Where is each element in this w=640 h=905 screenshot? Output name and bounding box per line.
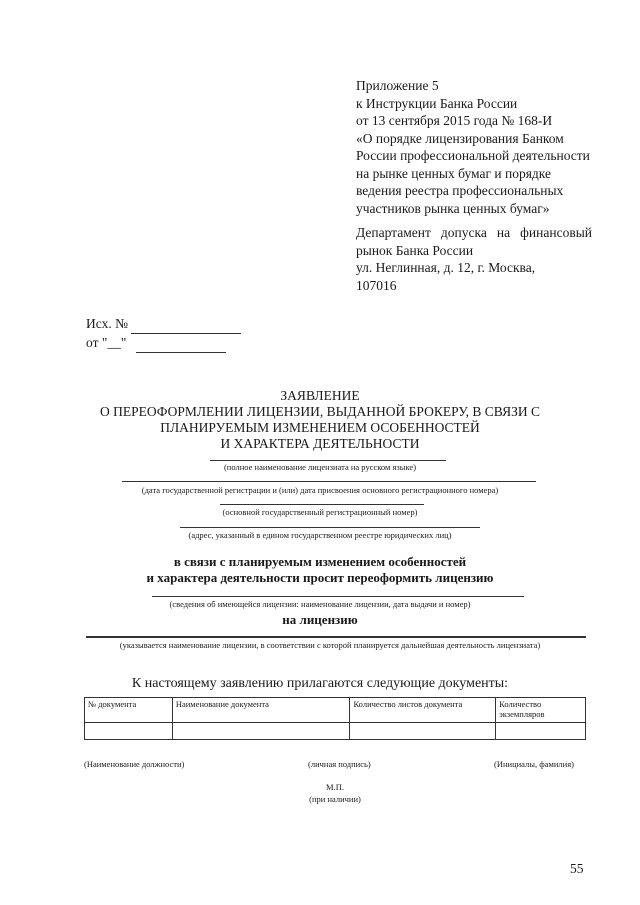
recipient-line: 107016	[356, 277, 397, 293]
registration-date-field[interactable]	[122, 481, 536, 482]
initials-caption: (Инициалы, фамилия)	[494, 759, 574, 769]
reference-date-label: от "__"	[86, 335, 127, 350]
stamp-label: М.П.	[326, 782, 344, 792]
appendix-line: Приложение 5	[356, 78, 439, 93]
table-row	[85, 723, 586, 740]
full-name-field[interactable]	[210, 460, 446, 461]
reference-number-row	[86, 315, 241, 334]
signature-caption: (личная подпись)	[308, 759, 371, 769]
appendix-line: от 13 сентября 2015 года № 168-И	[356, 113, 553, 128]
appendix-line: к Инструкции Банка России	[356, 95, 518, 111]
column-header: Количество листов документа	[350, 698, 496, 723]
full-name-caption: (полное наименование лицензиата на русском языке)	[223, 462, 417, 472]
reference-number-field[interactable]	[131, 315, 241, 334]
recipient-line: ул. Неглинная, д. 12, г. Москва,	[356, 260, 536, 275]
documents-table	[84, 697, 586, 740]
appendix-line: участников рынка ценных бумаг»	[356, 200, 550, 216]
appendix-line: «О порядке лицензирования Банком	[356, 130, 564, 146]
ogrn-field[interactable]	[220, 504, 424, 505]
appendix-line: на рынке ценных бумаг и порядке	[356, 165, 551, 181]
table-cell[interactable]	[85, 723, 173, 740]
reference-date-row	[86, 334, 241, 353]
reference-date-field[interactable]	[136, 334, 226, 353]
address-caption: (адрес, указанный в едином государственном реестре юридических лиц)	[188, 530, 452, 540]
reference-number-label: Исх. №	[86, 316, 128, 331]
position-caption: (Наименование должности)	[84, 759, 185, 769]
page-number: 55	[570, 861, 584, 876]
stamp-note: (при наличии)	[309, 794, 361, 804]
address-field[interactable]	[180, 527, 480, 528]
table-cell[interactable]	[350, 723, 496, 740]
license-info-field[interactable]	[152, 596, 524, 597]
appendix-reference	[356, 77, 596, 217]
recipient-line: Департамент допуска на финансовый	[356, 225, 592, 240]
ogrn-caption: (основной государственный регистрационный номер)	[222, 507, 418, 517]
registration-date-caption: (дата государственной регистрации и (или) дата присвоения основного регистрационного номера)	[141, 485, 499, 495]
outgoing-reference	[86, 315, 241, 353]
recipient-line: рынок Банка России	[356, 242, 474, 258]
title-heading: ЗАЯВЛЕНИЕ	[280, 388, 360, 403]
documents-heading: К настоящему заявлению прилагаются следующие документы:	[131, 676, 509, 691]
column-header: Количество экземпляров	[496, 698, 586, 723]
title-line: О ПЕРЕОФОРМЛЕНИИ ЛИЦЕНЗИИ, ВЫДАННОЙ БРОКЕРУ, В СВЯЗИ С	[100, 404, 540, 419]
recipient-address	[356, 224, 592, 294]
to-license-label: на лицензию	[282, 612, 358, 627]
new-license-caption: (указывается наименование лицензии, в соответствии с которой планируется дальнейшая деятельность лицензиата)	[119, 640, 541, 650]
document-title	[80, 388, 560, 452]
request-line: и характера деятельности просит переоформить лицензию	[146, 570, 494, 585]
license-info-caption: (сведения об имеющейся лицензии: наименование лицензии, дата выдачи и номер)	[169, 599, 471, 609]
table-cell[interactable]	[172, 723, 350, 740]
request-line: в связи с планируемым изменением особенностей	[173, 554, 467, 569]
appendix-line: России профессиональной деятельности	[356, 148, 590, 163]
table-header-row	[85, 698, 586, 723]
appendix-line: ведения реестра профессиональных	[356, 183, 564, 198]
title-line: ПЛАНИРУЕМЫМ ИЗМЕНЕНИЕМ ОСОБЕННОСТЕЙ	[160, 420, 480, 435]
column-header: Наименование документа	[172, 698, 350, 723]
new-license-field[interactable]	[86, 636, 586, 638]
column-header: № документа	[85, 698, 173, 723]
table-cell[interactable]	[496, 723, 586, 740]
title-line: И ХАРАКТЕРА ДЕЯТЕЛЬНОСТИ	[220, 436, 420, 451]
stamp-block	[300, 781, 370, 805]
